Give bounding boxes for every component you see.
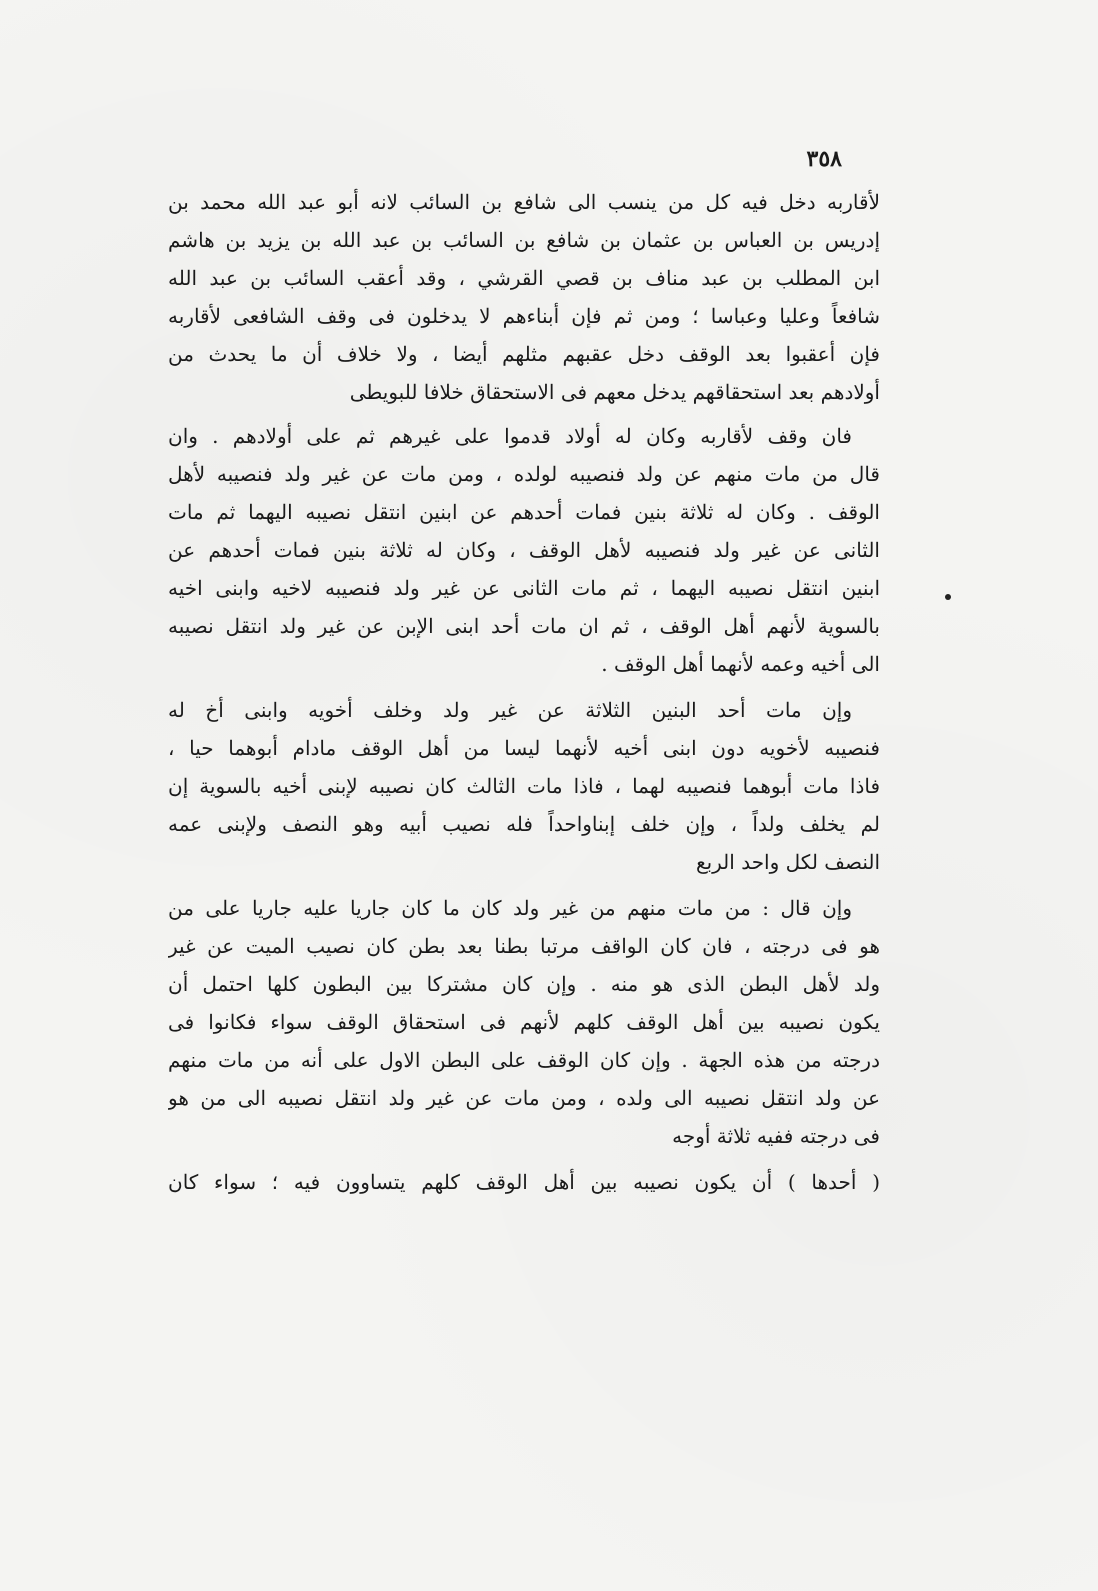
text-line: يكون نصيبه بين أهل الوقف كلهم لأنهم فى استحقاق الوقف سواء فكانوا فى [168,1010,880,1034]
paragraph-4 [168,889,880,1155]
text-line: إدريس بن العباس بن عثمان بن شافع بن السائب بن عبد الله بن يزيد بن هاشم [168,228,880,252]
text-line: شافعاً وعليا وعباسا ؛ ومن ثم فإن أبناءهم لا يدخلون فى وقف الشافعى لأقاربه [168,304,880,328]
body-text [168,183,880,1207]
text-line: فى درجته ففيه ثلاثة أوجه [672,1124,880,1148]
text-line: ( أحدها ) أن يكون نصيبه بين أهل الوقف كلهم يتساوون فيه ؛ سواء كان [168,1170,880,1194]
text-line: وإن مات أحد البنين الثلاثة عن غير ولد وخلف أخويه وابنى أخ له [168,698,852,722]
paragraph-2 [168,417,880,683]
paragraph-3 [168,691,880,881]
text-line: فإن أعقبوا بعد الوقف دخل عقبهم مثلهم أيضا ، ولا خلاف أن ما يحدث من [168,342,880,366]
text-line: درجته من هذه الجهة . وإن كان الوقف على البطن الاول على أنه من مات منهم [168,1048,880,1072]
paragraph-5 [168,1163,880,1201]
ink-speck [945,594,951,600]
text-line: فان وقف لأقاربه وكان له أولاد قدموا على غيرهم ثم على أولادهم . وان [168,424,852,448]
text-line: لأقاربه دخل فيه كل من ينسب الى شافع بن السائب لانه أبو عبد الله محمد بن [168,190,880,214]
text-line: لم يخلف ولداً ، وإن خلف إبناواحداً فله نصيب أبيه وهو النصف ولإبنى عمه [168,812,880,836]
page-number: ٣٥٨ [806,146,842,172]
text-line: ابنين انتقل نصيبه اليهما ، ثم مات الثانى عن غير ولد فنصيبه لاخيه وابنى اخيه [168,576,880,600]
text-line: وإن قال : من مات منهم من غير ولد كان ما كان جاريا عليه جاريا على من [168,896,852,920]
text-line: الثانى عن غير ولد فنصيبه لأهل الوقف ، وكان له ثلاثة بنين فمات أحدهم عن [168,538,880,562]
text-line: بالسوية لأنهم أهل الوقف ، ثم ان مات أحد ابنى الإبن عن غير ولد انتقل نصيبه [168,614,880,638]
text-line: أولادهم بعد استحقاقهم يدخل معهم فى الاستحقاق خلافا للبويطى [349,380,880,404]
text-line: ابن المطلب بن عبد مناف بن قصي القرشي ، وقد أعقب السائب بن عبد الله [168,266,880,290]
text-line: النصف لكل واحد الربع [695,850,880,874]
text-line: فنصيبه لأخويه دون ابنى أخيه لأنهما ليسا من أهل الوقف مادام أبوهما حيا ، [168,736,880,760]
text-line: الوقف . وكان له ثلاثة بنين فمات أحدهم عن ابنين انتقل نصيبه اليهما ثم مات [168,500,880,524]
paragraph-1 [168,183,880,411]
text-line: هو فى درجته ، فان كان الواقف مرتبا بطنا بعد بطن كان نصيب الميت عن غير [168,934,880,958]
text-line: الى أخيه وعمه لأنهما أهل الوقف . [601,652,880,676]
text-line: قال من مات منهم عن ولد فنصيبه لولده ، ومن مات عن غير ولد فنصيبه لأهل [168,462,880,486]
text-line: عن ولد انتقل نصيبه الى ولده ، ومن مات عن غير ولد انتقل نصيبه الى من هو [168,1086,880,1110]
text-line: فاذا مات أبوهما فنصيبه لهما ، فاذا مات الثالث كان نصيبه لإبنى أخيه بالسوية إن [168,774,880,798]
text-line: ولد لأهل البطن الذى هو منه . وإن كان مشتركا بين البطون كلها احتمل أن [168,972,880,996]
